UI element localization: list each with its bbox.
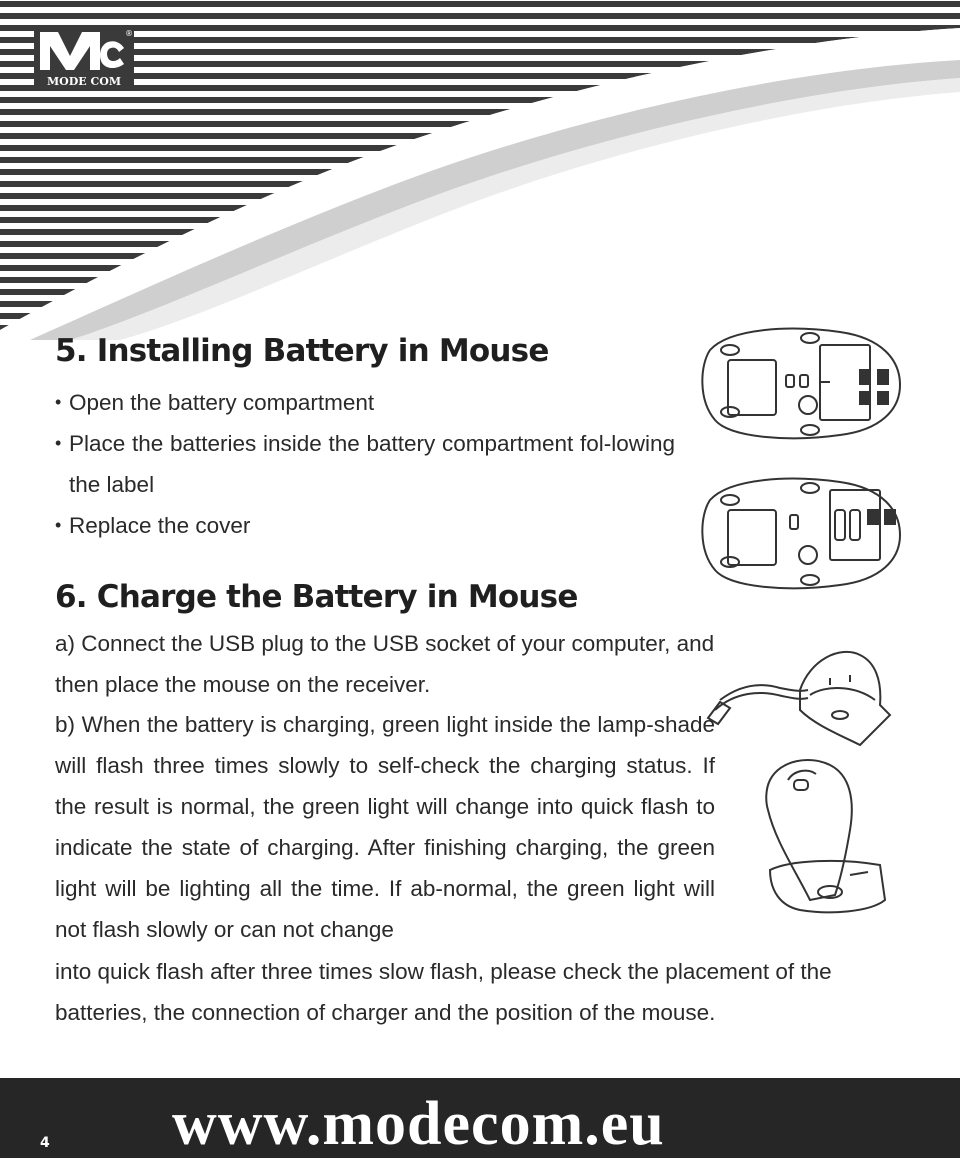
bullet-place-batteries: • Place the batteries inside the battery compartment fol-lowing the label bbox=[55, 423, 675, 505]
header-stripe-art bbox=[0, 0, 960, 340]
mouse-on-charging-receiver bbox=[766, 760, 885, 912]
step-b-paragraph-continued: into quick flash after three times slow flash, please check the placement of the batteries, the connection of charger and the position of the mouse. bbox=[55, 959, 832, 1025]
bullet-replace-cover: • Replace the cover bbox=[55, 505, 675, 546]
modecom-logo bbox=[34, 26, 134, 90]
mouse-illustrations bbox=[690, 320, 930, 930]
mouse-bottom-view-closed bbox=[702, 329, 900, 439]
logo-text: MODE COM bbox=[46, 75, 122, 88]
page-number: 4 bbox=[40, 1135, 50, 1151]
section-5-title: 5. Installing Battery in Mouse bbox=[55, 333, 549, 369]
mouse-bottom-view-open bbox=[702, 479, 900, 589]
step-b-paragraph: b) When the battery is charging, green light inside the lamp-shade will flash three times slowly to self-check the charging status. If the result is normal, the green light will change into quick flash to indicate the state of charging. After finishing charging, the green light will be lighting all the time. If ab-normal, the green light will not flash slowly or can not change bbox=[55, 712, 715, 942]
registered-mark: ® bbox=[125, 29, 133, 38]
charging-receiver-with-usb-cable bbox=[708, 652, 890, 745]
bullet-open-compartment: • Open the battery compartment bbox=[55, 382, 675, 423]
step-a-paragraph: a) Connect the USB plug to the USB socket of your computer, and then place the mouse on the receiver. bbox=[55, 631, 715, 697]
section-6-title: 6. Charge the Battery in Mouse bbox=[55, 579, 578, 615]
footer-website-link[interactable]: www.modecom.eu bbox=[172, 1090, 665, 1158]
section-5-bullet-list bbox=[55, 382, 675, 546]
